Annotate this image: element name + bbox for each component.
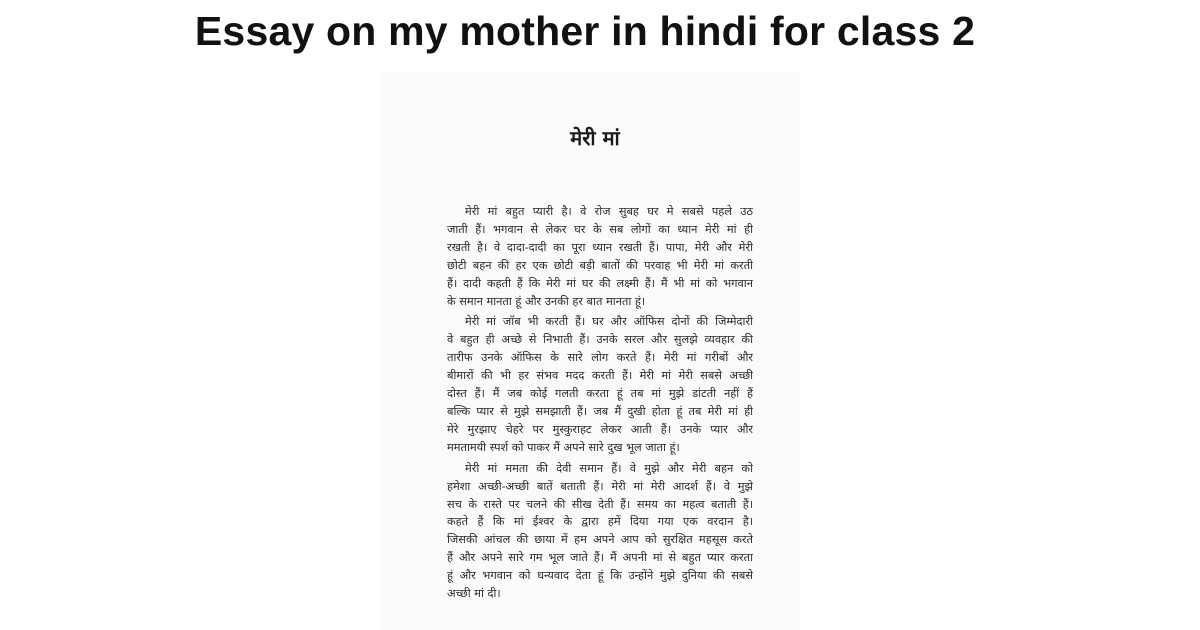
text-line: ममतामयी स्पर्श को पाकर मैं अपने सारे दुख भूल जाता हूं।: [447, 440, 680, 454]
text-line: मेरे मुरझाए चेहरे पर मुस्कुराहट लेकर आती हैं। उनके प्यार और: [447, 422, 753, 436]
text-line: मेरी मां ममता की देवी समान हैं। वे मुझे और मेरी बहन को: [465, 461, 753, 475]
text-line: अच्छी मां दी।: [447, 587, 501, 601]
text-line: वे बहुत ही अच्छे से निभाती हैं। उनके सरल और सुलझे व्यवहार की: [447, 333, 753, 347]
text-line: तारीफ उनके ऑफिस के सारे लोग करते हैं। मेरी मां गरीबों और: [447, 351, 753, 365]
text-line: मेरी मां बहुत प्यारी है। वे रोज सुबह घर मे सबसे पहले उठ: [465, 205, 753, 218]
document-title: मेरी मां: [570, 126, 620, 150]
text-line: जाती हैं। भगवान से लेकर घर के सब लोगों का ध्यान मेरी मां ही: [447, 222, 753, 236]
paragraph-1: [447, 203, 753, 310]
text-line: हैं और अपने सारे गम भूल जाते हैं। मैं अपनी मां से बहुत प्यार करता: [447, 551, 753, 565]
text-line: बल्कि प्यार से मुझे समझाती हैं। जब मैं दुखी होता हूं तब मेरी मां ही: [447, 404, 753, 418]
text-line: जिसकी आंचल की छाया में हम अपने आप को सुरक्षित महसूस करते: [447, 533, 753, 547]
text-line: छोटी बहन की हर एक छोटी बड़ी बातों की परवाह भी मेरी मां करती: [447, 258, 753, 272]
text-line: मेरी मां जॉब भी करती हैं। घर और ऑफिस दोनों की जिम्मेदारी: [465, 315, 753, 329]
text-line: हैं। दादी कहती हैं कि मेरी मां घर की लक्ष्मी हैं। मैं भी मां को भगवान: [447, 276, 753, 290]
essay-body: [447, 203, 753, 606]
page-headline: Essay on my mother in hindi for class 2: [194, 8, 976, 54]
text-line: बीमारों की भी हर संभव मदद करती हैं। मेरी मां मेरी सबसे अच्छी: [447, 369, 753, 383]
text-line: सच के रास्ते पर चलने की सीख देती हैं। समय का महत्व बताती हैं।: [447, 497, 753, 511]
text-line: कहते हैं कि मां ईश्वर के द्वारा हमें दिया गया एक वरदान है।: [447, 515, 753, 529]
text-line: रखती है। वे दादा-दादी का पूरा ध्यान रखती हैं। पापा, मेरी और मेरी: [447, 240, 753, 254]
text-line: हूं और भगवान को धन्यवाद देता हूं कि उन्होंने मुझे दुनिया की सबसे: [447, 569, 753, 583]
paragraph-3: [447, 460, 753, 603]
text-line: दोस्त हैं। मैं जब कोई गलती करता हूं तब मां मुझे डांटती नहीं हैं: [447, 387, 753, 401]
paragraph-2: [447, 313, 753, 456]
text-line: हमेशा अच्छी-अच्छी बातें बताती हैं। मेरी मां मेरी आदर्श हैं। वे मुझे: [447, 479, 753, 493]
text-line: के समान मानता हूं और उनकी हर बात मानता हूं।: [447, 294, 646, 308]
